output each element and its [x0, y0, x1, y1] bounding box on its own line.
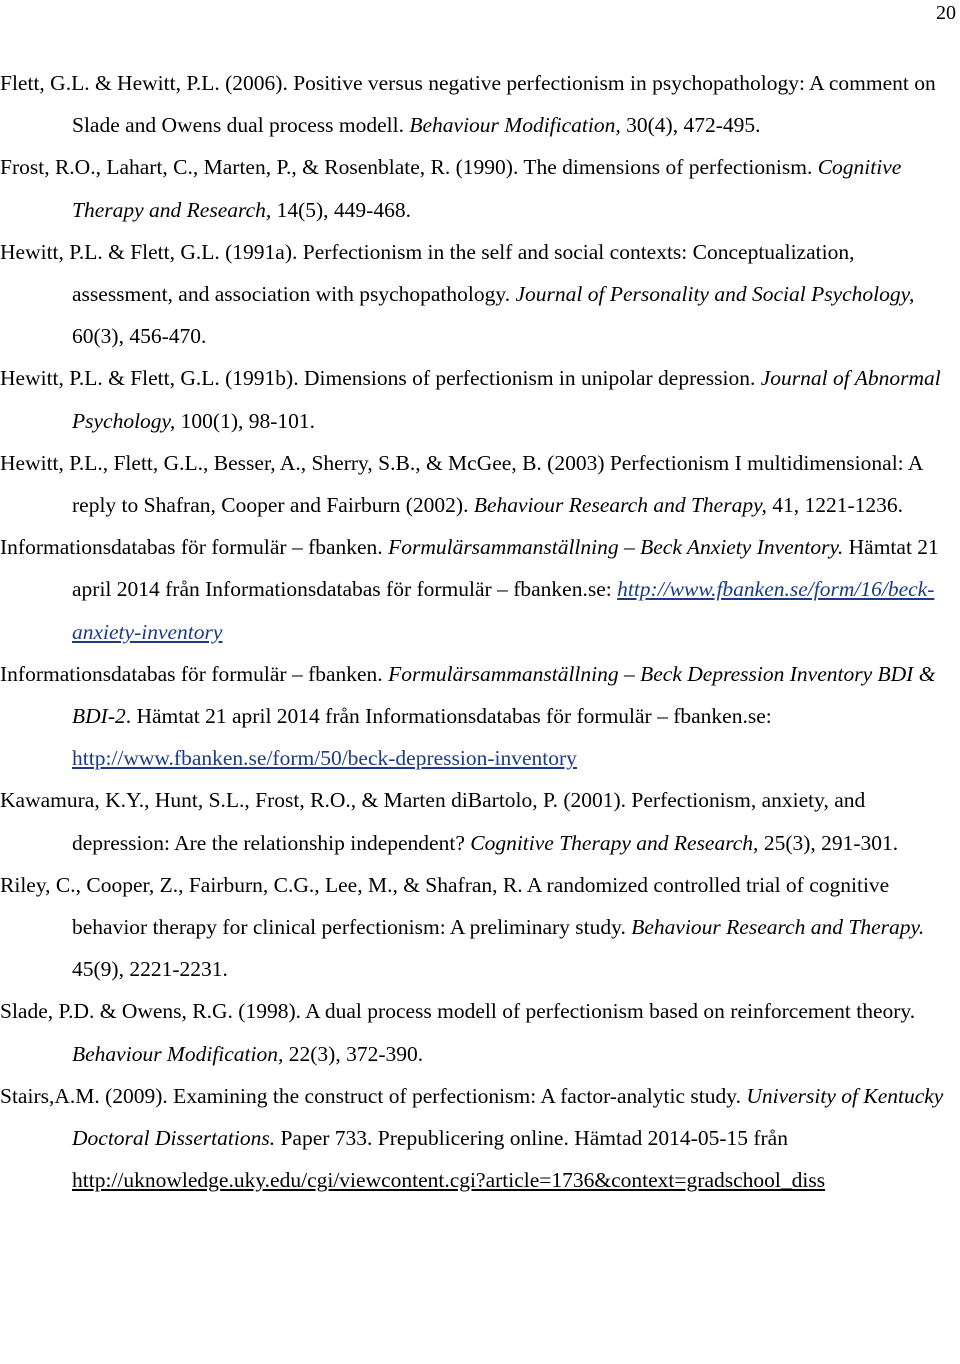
reference-link[interactable]: http://www.fbanken.se/form/16/beck-anxiety-inventory — [72, 577, 935, 644]
reference-item — [0, 357, 958, 441]
reference-text: Hewitt, P.L. & Flett, G.L. (1991a). Perfectionism in the self and social contexts: Conceptualization, assessment, and association with psychopathology. — [0, 239, 855, 307]
reference-source: Cognitive Therapy and Research, — [72, 155, 902, 222]
reference-details: 14(5), 449-468. — [271, 197, 411, 222]
reference-source: Formulärsammanställning – Beck Anxiety Inventory. — [388, 535, 844, 560]
reference-text: Flett, G.L. & Hewitt, P.L. (2006). Positive versus negative perfectionism in psychopathology: A comment on Slade and Owens dual process modell. — [0, 71, 936, 138]
reference-text: Stairs,A.M. (2009). Examining the construct of perfectionism: A factor-analytic study. — [0, 1083, 747, 1108]
reference-item — [0, 990, 958, 1074]
reference-text: Hewitt, P.L. & Flett, G.L. (1991b). Dimensions of perfectionism in unipolar depression. — [0, 366, 761, 391]
reference-item — [0, 779, 958, 863]
reference-item — [0, 526, 958, 653]
reference-source: Behaviour Research and Therapy. — [631, 915, 925, 940]
reference-source: University of Kentucky Doctoral Dissertations. — [72, 1083, 944, 1151]
reference-source: Journal of Personality and Social Psychology, — [515, 282, 915, 307]
reference-item — [0, 146, 958, 230]
reference-item — [0, 1075, 958, 1202]
reference-source: Behaviour Modification, — [409, 113, 621, 138]
reference-details: 45(9), 2221-2231. — [72, 957, 228, 982]
reference-text: Kawamura, K.Y., Hunt, S.L., Frost, R.O., & Marten diBartolo, P. (2001). Perfectionism, anxiety, and depression: Are the relationship independent? — [0, 788, 866, 855]
reference-details: 41, 1221-1236. — [766, 493, 903, 518]
reference-item — [0, 442, 958, 526]
reference-text: Informationsdatabas för formulär – fbanken. — [0, 535, 389, 560]
reference-item — [0, 864, 958, 991]
reference-source: Behaviour Modification, — [72, 1041, 284, 1066]
reference-details: 30(4), 472-495. — [620, 113, 761, 138]
reference-details: 60(3), 456-470. — [72, 324, 207, 349]
page-number: 20 — [936, 2, 956, 24]
reference-source: Formulärsammanställning – Beck Depression Inventory BDI & BDI-2 — [72, 661, 936, 729]
reference-link[interactable]: http://www.fbanken.se/form/50/beck-depression-inventory — [72, 746, 577, 771]
reference-source: Behaviour Research and Therapy, — [473, 493, 767, 518]
reference-details: 25(3), 291-301. — [758, 830, 899, 855]
reference-details: Hämtat 21 april 2014 från Informationsdatabas för formulär – fbanken.se: — [72, 535, 939, 602]
reference-item — [0, 62, 958, 146]
reference-source: Journal of Abnormal Psychology, — [72, 366, 941, 433]
reference-details: 100(1), 98-101. — [175, 408, 316, 433]
reference-list — [0, 62, 958, 1201]
reference-text: Frost, R.O., Lahart, C., Marten, P., & Rosenblate, R. (1990). The dimensions of perfectionism. — [0, 155, 818, 180]
reference-item — [0, 653, 958, 780]
reference-text: Riley, C., Cooper, Z., Fairburn, C.G., Lee, M., & Shafran, R. A randomized controlled trial of cognitive behavior therapy for clinical perfectionism: A preliminary study. — [0, 872, 890, 940]
reference-details: . Hämtat 21 april 2014 från Informationsdatabas för formulär – fbanken.se: — [125, 704, 772, 729]
reference-text: Slade, P.D. & Owens, R.G. (1998). A dual process modell of perfectionism based on reinforcement theory. — [0, 999, 916, 1024]
reference-text: Hewitt, P.L., Flett, G.L., Besser, A., Sherry, S.B., & McGee, B. (2003) Perfectionism I multidimensional: A reply to Shafran, Cooper and Fairburn (2002). — [0, 450, 923, 518]
reference-link[interactable]: http://uknowledge.uky.edu/cgi/viewcontent.cgi?article=1736&context=gradschool_diss — [72, 1168, 826, 1193]
reference-details: Paper 733. Prepublicering online. Hämtad 2014-05-15 från — [275, 1126, 788, 1151]
reference-text: Informationsdatabas för formulär – fbanken. — [0, 661, 389, 686]
reference-source: Cognitive Therapy and Research, — [470, 830, 759, 855]
reference-details: 22(3), 372-390. — [283, 1041, 424, 1066]
reference-item — [0, 231, 958, 358]
